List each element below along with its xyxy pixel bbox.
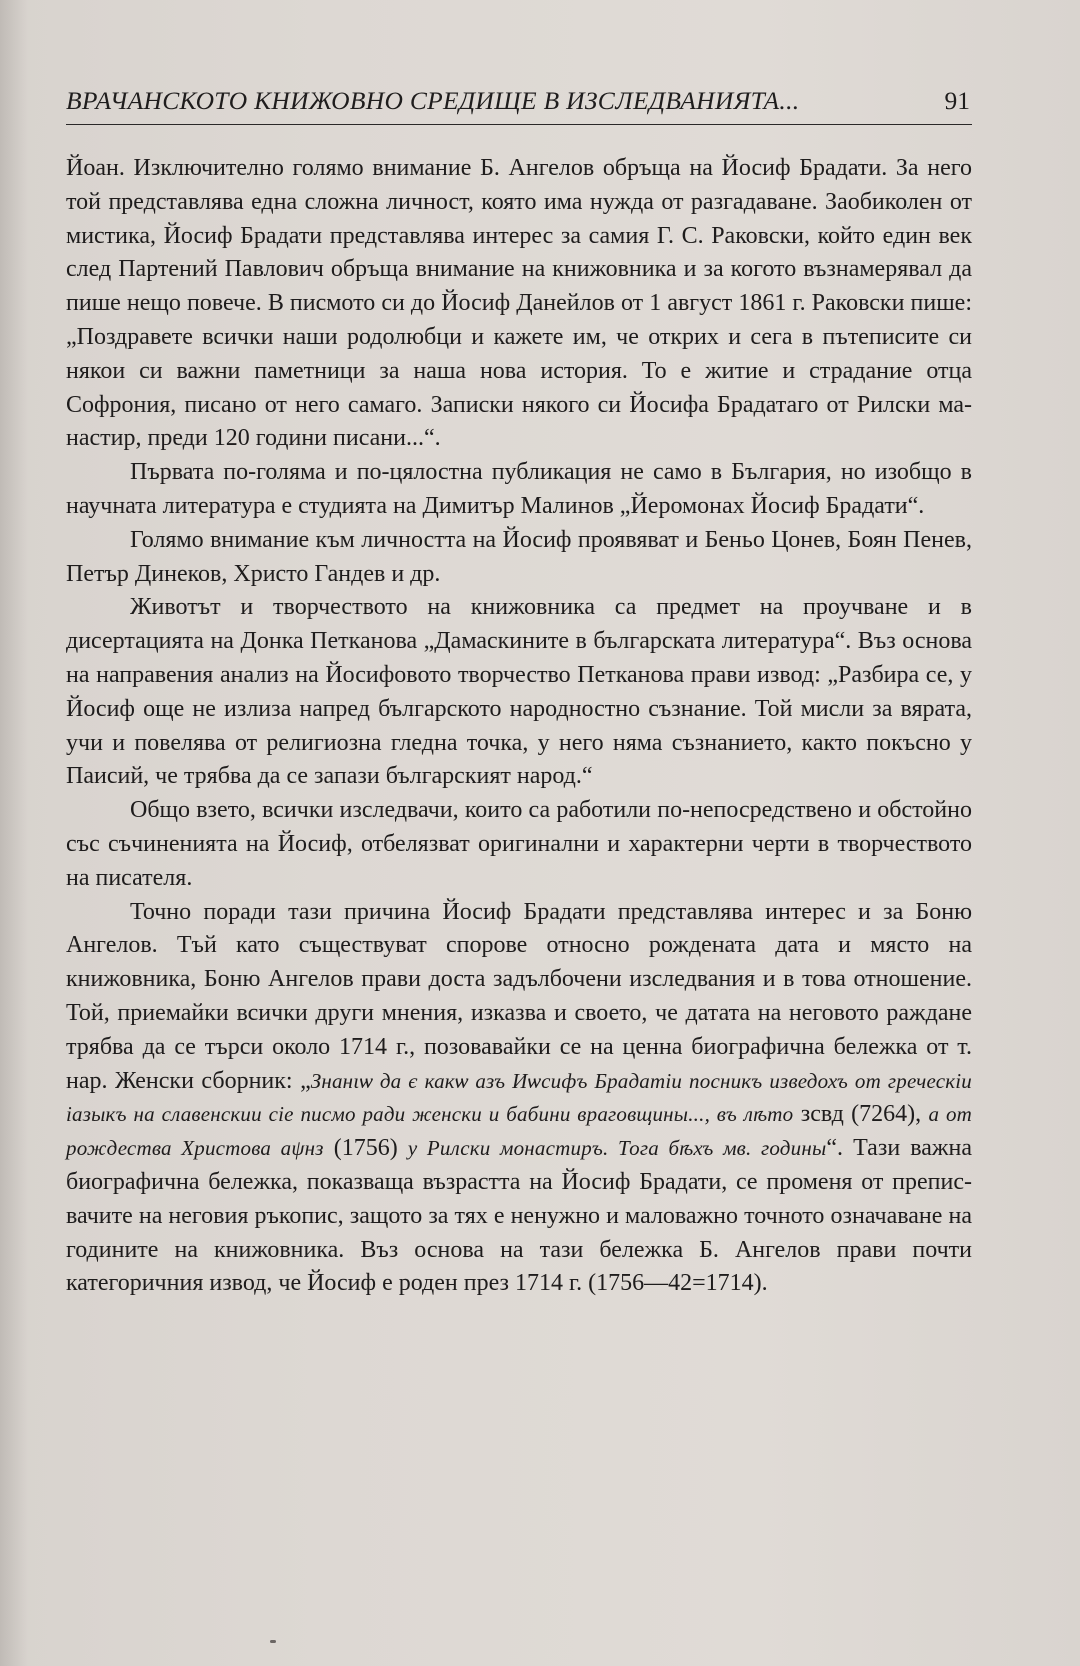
paragraph-4: Животът и творчеството на книжовника са предмет на проучване и в дисертацията на Донка Петканова „Дамаскините в българската литература“. Въз основа на направения анализ на Йосифовото творчество Петканова прави извод: „Разбира се, у Йосиф още не излиза напред българското народностно съзнание. Той мисли за вярата, учи и повелява от религиозна гледна точка, у него няма съзнанието, както покъсно у Паисий, че трябва да се запази българският народ.“	[66, 594, 972, 790]
old-slavonic-quote-c: у Рилски монастиръ. Тога бѣхъ мв. годины	[407, 1136, 827, 1161]
old-slavonic-quote-b: а от рождества Христова аψнз	[66, 1102, 973, 1161]
old-slavonic-quote-a: Знанιѡ да є какѡ азъ Иѡсифъ Брадатiи посникъ изведохъ от греческiи iазыкъ на славенскии сiе писмо ради женски и бабини враговщины..., въ лѣто	[66, 1068, 972, 1127]
gutter-shadow	[0, 0, 28, 1666]
paragraph-6-end: “. Тази важна биографична бележка, показваща възрастта на Йосиф Брадати, се променя от преписвачите на неговия ръкопис, защото за тях е ненужно и маловажно точното означаване на годините на книжовника. Въз основа на тази бележка Б. Ангелов прави почти категоричния извод, че Йосиф е роден през 1714 г. (1756—42=1714).	[66, 1135, 973, 1297]
paragraph-1: Йоан. Изключително голямо внимание Б. Ангелов обръща на Йосиф Брадати. За него той представлява една сложна личност, която има нужда от разгадаване. Заобиколен от мистика, Йосиф Брадати представлява интерес за самия Г. С. Раковски, който един век след Партений Павлович обръща внимание на книжовника и за когото възнамерявал да пише нещо повече. В писмото си до Йосиф Данейлов от 1 август 1861 г. Раковски пише: „Поздравете всички наши родолюбци и кажете им, че открих и сега в пътеписите си някои си важни паметници за наша нова история. То е житие и страдание отца Софрония, писано от него самаго. Записки някого си Йосифа Брадатаго от Рилски манастир, преди 120 години писани...“.	[66, 155, 972, 452]
running-header-title: ВРАЧАНСКОТО КНИЖОВНО СРЕДИЩЕ В ИЗСЛЕДВАНИЯТА...	[66, 86, 800, 115]
page-number: 91	[944, 86, 970, 115]
date-1756: (1756)	[323, 1135, 408, 1162]
running-header	[66, 80, 972, 125]
paragraph-6	[66, 896, 972, 1302]
body-text	[66, 152, 972, 1301]
paragraph-3: Голямо внимание към личността на Йосиф проявяват и Беньо Цонев, Боян Пенев, Петър Динеков, Христо Гандев и др.	[66, 526, 972, 587]
paragraph-5: Общо взето, всички изследвачи, които са работили по-непосредствено и обстойно със съчиненията на Йосиф, отбелязват оригинални и характерни черти в творчеството на писателя.	[66, 797, 972, 891]
paragraph-6-start: Точно поради тази причина Йосиф Брадати представлява интерес и за Боню Ангелов. Тъй като съществуват спорове относно рождената дата и място на книжовника, Боню Ангелов прави доста задълбочени изследвания и в това отношение. Той, приемайки всички други мнения, изказва и своето, че датата на неговото раждане трябва да се търси около 1714 г., позовавайки се на ценна биографична бележка от т. нар. Женски сборник: „	[66, 898, 972, 1094]
paragraph-2: Първата по-голяма и по-цялостна публикация не само в България, но изобщо в научната литература е студията на Димитър Малинов „Йеромонах Йосиф Брадати“.	[66, 459, 972, 519]
date-7264: зсвд (7264),	[793, 1101, 929, 1128]
print-speck	[270, 1640, 276, 1643]
